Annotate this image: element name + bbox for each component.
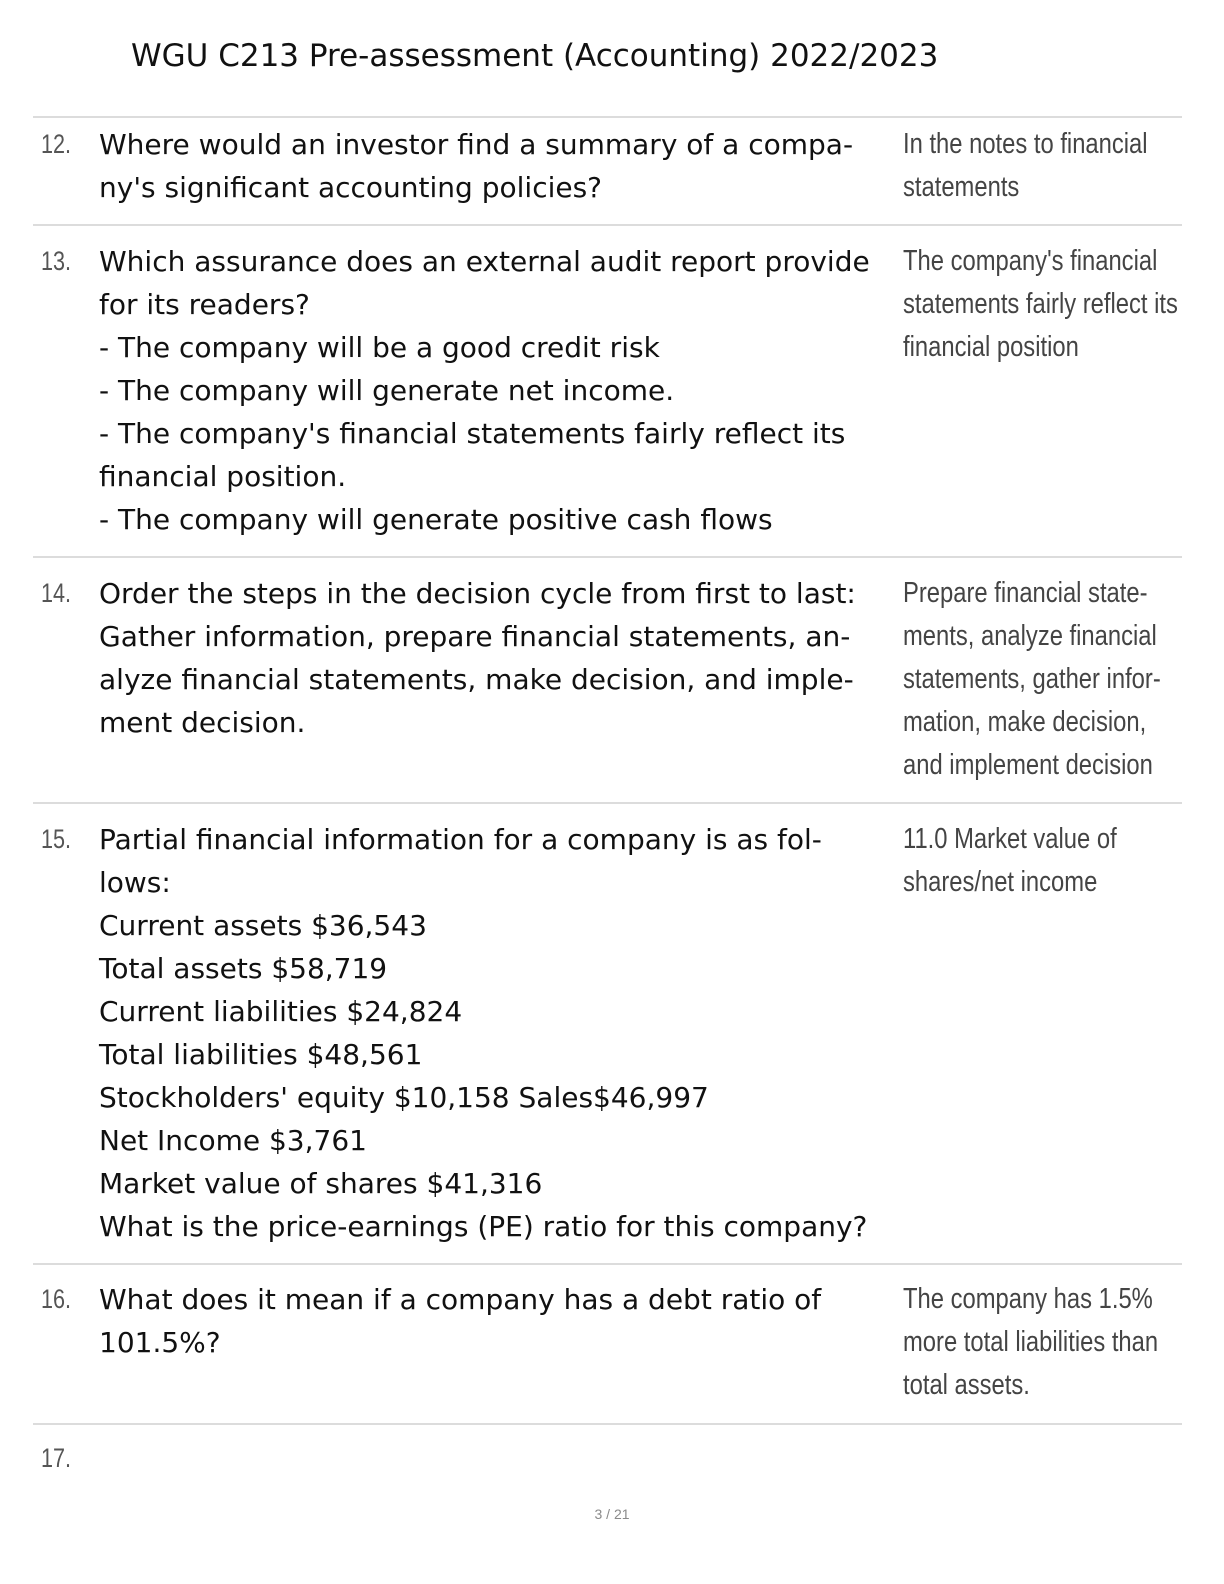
- answer-line: Prepare financial state-: [903, 577, 1148, 609]
- question-line: Partial financial information for a company is as fol-: [99, 823, 822, 856]
- answer-line: ments, analyze financial: [903, 620, 1157, 652]
- question-line: alyze financial statements, make decision, and imple-: [99, 663, 854, 696]
- answer-line: The company's financial: [903, 245, 1158, 277]
- question-line: ment decision.: [99, 706, 306, 739]
- answer-line: more total liabilities than: [903, 1326, 1159, 1358]
- answer-line: statements: [903, 171, 1020, 203]
- question-number: 15.: [41, 824, 72, 854]
- question-line: - The company will generate net income.: [99, 374, 675, 407]
- question-text: [99, 240, 899, 541]
- answer-text: [903, 1278, 1182, 1407]
- qa-item-17: [33, 1425, 1182, 1495]
- answer-line: total assets.: [903, 1369, 1030, 1401]
- page-number: 3 / 21: [594, 1506, 630, 1522]
- answer-line: The company has 1.5%: [903, 1283, 1153, 1315]
- answer-line: mation, make decision,: [903, 706, 1147, 738]
- answer-line: financial position: [903, 331, 1079, 363]
- question-line: - The company will generate positive cash flows: [99, 503, 773, 536]
- page-title: WGU C213 Pre-assessment (Accounting) 2022/2023: [131, 38, 939, 74]
- question-line: - The company will be a good credit risk: [99, 331, 660, 364]
- question-line: Market value of shares $41,316: [99, 1167, 543, 1200]
- answer-line: statements, gather infor-: [903, 663, 1161, 695]
- question-number: 13.: [41, 246, 72, 276]
- answer-line: 11.0 Market value of: [903, 823, 1117, 855]
- answer-text: [903, 240, 1182, 369]
- answer-line: In the notes to financial: [903, 128, 1148, 160]
- qa-item-13: [33, 226, 1182, 558]
- question-line: What does it mean if a company has a debt ratio of: [99, 1283, 822, 1316]
- answer-line: shares/net income: [903, 866, 1098, 898]
- question-text: [99, 123, 899, 209]
- question-line: Total liabilities $48,561: [99, 1038, 423, 1071]
- question-line: lows:: [99, 866, 171, 899]
- question-line: 101.5%?: [99, 1326, 221, 1359]
- question-text: [99, 1278, 899, 1364]
- question-line: - The company's financial statements fairly reflect its: [99, 417, 846, 450]
- question-line: What is the price-earnings (PE) ratio for this company?: [99, 1210, 868, 1243]
- question-line: Order the steps in the decision cycle from first to last:: [99, 577, 856, 610]
- question-number: 17.: [41, 1443, 72, 1473]
- question-text: [99, 572, 899, 744]
- answer-text: [903, 123, 1182, 209]
- qa-item-14: [33, 558, 1182, 804]
- question-line: Gather information, prepare financial statements, an-: [99, 620, 851, 653]
- answer-line: statements fairly reflect its: [903, 288, 1178, 320]
- question-line: Current assets $36,543: [99, 909, 427, 942]
- question-line: Net Income $3,761: [99, 1124, 367, 1157]
- question-number: 16.: [41, 1284, 72, 1314]
- answer-text: [903, 572, 1182, 787]
- question-number: 14.: [41, 578, 72, 608]
- answer-text: [903, 818, 1182, 904]
- answer-line: and implement decision: [903, 749, 1153, 781]
- question-text: [99, 818, 899, 1248]
- qa-list: [33, 116, 1182, 1495]
- question-line: Total assets $58,719: [99, 952, 388, 985]
- question-line: financial position.: [99, 460, 347, 493]
- qa-item-12: [33, 118, 1182, 226]
- question-line: Which assurance does an external audit report provide: [99, 245, 870, 278]
- question-line: Where would an investor find a summary of a compa-: [99, 128, 854, 161]
- question-number: 12.: [41, 129, 72, 159]
- question-line: Current liabilities $24,824: [99, 995, 463, 1028]
- qa-item-16: [33, 1265, 1182, 1425]
- question-line: for its readers?: [99, 288, 310, 321]
- qa-item-15: [33, 804, 1182, 1265]
- question-line: Stockholders' equity $10,158 Sales$46,997: [99, 1081, 709, 1114]
- question-line: ny's significant accounting policies?: [99, 171, 603, 204]
